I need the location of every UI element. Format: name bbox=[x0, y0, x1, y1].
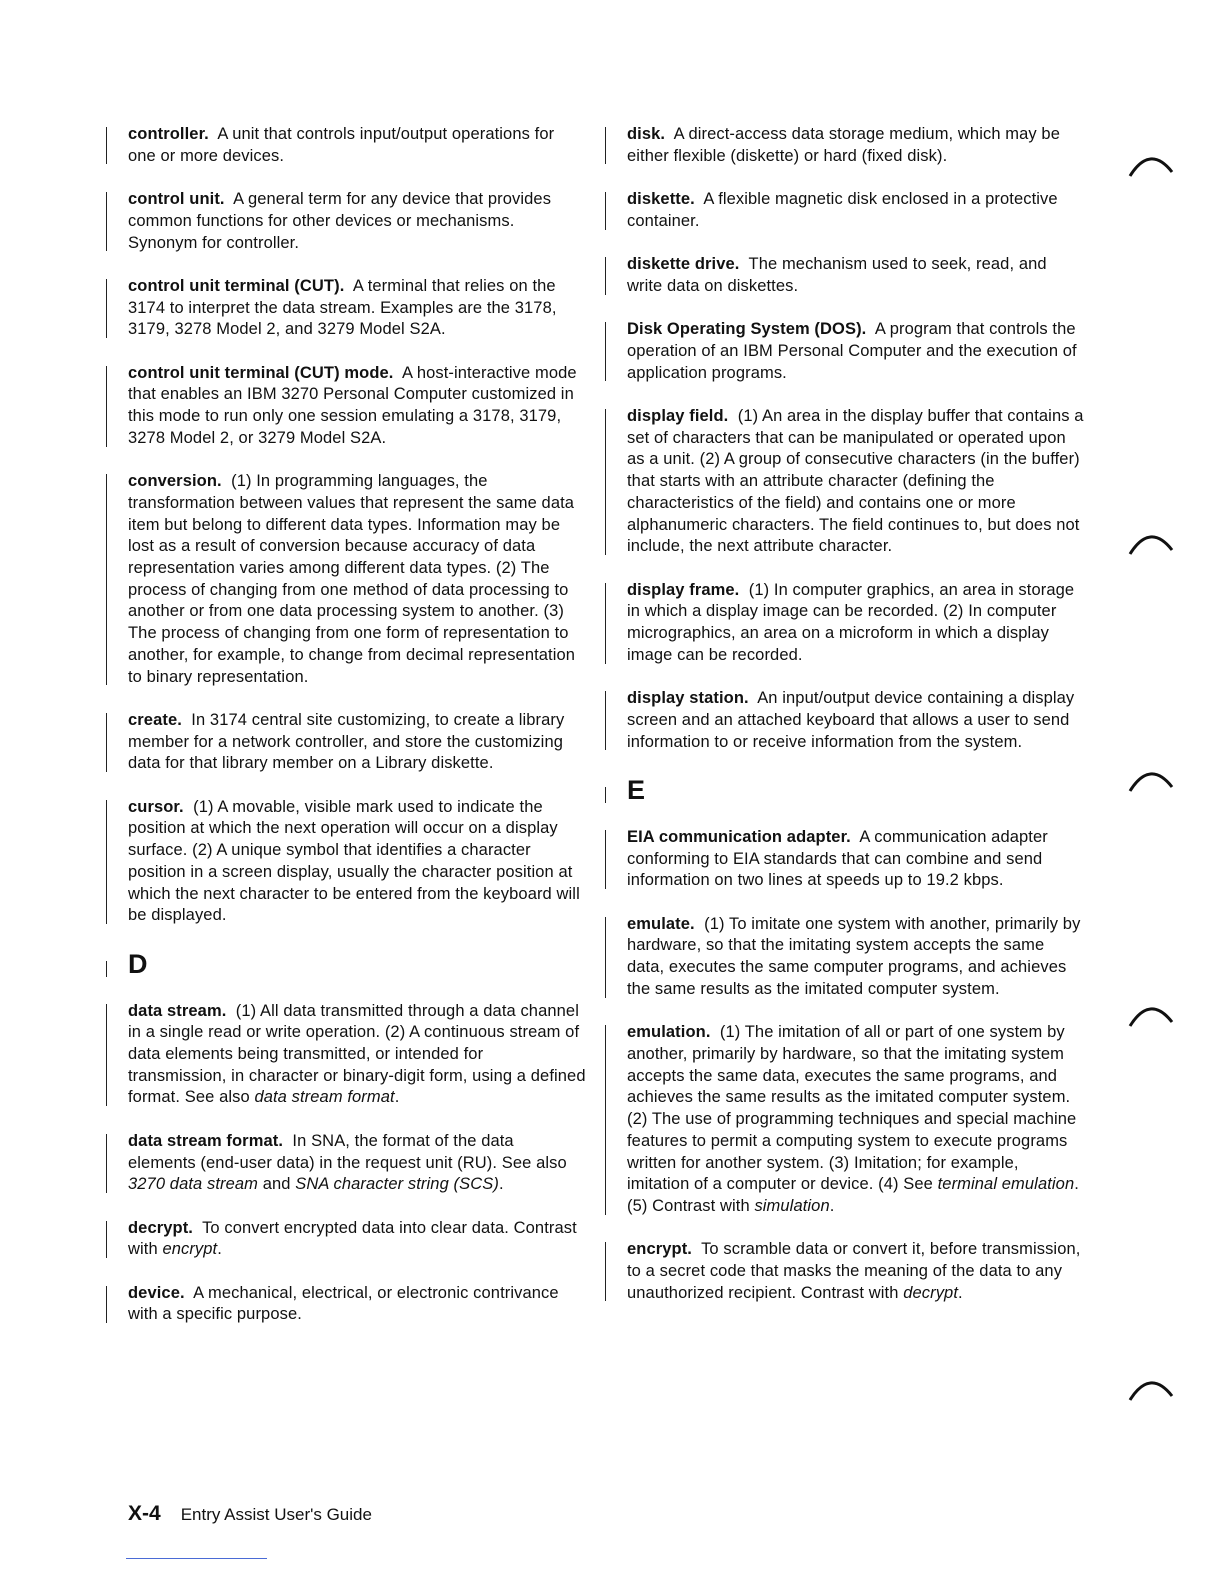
entry-term: data stream format. bbox=[128, 1131, 284, 1150]
revision-bar bbox=[106, 1221, 107, 1258]
revision-bar bbox=[605, 127, 606, 164]
entry-definition: The mechanism used to seek, read, and write data on diskettes. bbox=[627, 255, 1047, 295]
glossary-entry: encrypt. To scramble data or convert it, before transmission, to a secret code that masks the meaning of the data to any unauthorized recipient. Contrast with decrypt. bbox=[627, 1239, 1085, 1304]
entry-definition: A program that controls the operation of an IBM Personal Computer and the execution of application programs. bbox=[627, 320, 1077, 382]
entry-term: encrypt. bbox=[627, 1240, 692, 1259]
revision-bar bbox=[605, 192, 606, 229]
entry-definition: A terminal that relies on the 3174 to interpret the data stream. Examples are the 3178, 3179, 3278 Model 2, and 3279 Model S2A. bbox=[128, 276, 557, 339]
page-number: X-4 bbox=[128, 1502, 161, 1525]
glossary-entry bbox=[627, 124, 1085, 167]
glossary-entry: decrypt. To convert encrypted data into clear data. Contrast with encrypt. bbox=[128, 1218, 586, 1261]
book-title: Entry Assist User's Guide bbox=[180, 1505, 372, 1524]
entry-definition: A direct-access data storage medium, which may be either flexible (diskette) or hard (fixed disk). bbox=[627, 125, 1060, 165]
glossary-entry bbox=[128, 1283, 586, 1326]
revision-bar bbox=[605, 1242, 606, 1301]
section-letter-d bbox=[128, 949, 586, 979]
entry-term: cursor. bbox=[128, 797, 184, 816]
entry-term: controller. bbox=[128, 125, 209, 143]
punch-hole-mark bbox=[1128, 765, 1174, 795]
footer-rule bbox=[126, 1558, 267, 1559]
cross-reference: 3270 data stream bbox=[128, 1175, 259, 1194]
revision-bar bbox=[605, 409, 606, 555]
entry-term: emulate. bbox=[627, 914, 695, 933]
entry-definition: To convert encrypted data into clear data. Contrast with bbox=[128, 1218, 577, 1259]
glossary-entry: emulation. (1) The imitation of all or part of one system by another, primarily by hardware, so that the imitating system accepts the same data, executes the same programs, and achieves the same results as the imitated computer system. (2) The use of programming techniques and special machine features to permit a computing system to execute programs written for another system. (3) Imitation; for example, imitation of a computer or device. (4) See terminal emulation. (5) Contrast with simulation. bbox=[627, 1022, 1085, 1217]
entry-term: control unit terminal (CUT). bbox=[128, 276, 345, 295]
entry-definition: A unit that controls input/output operations for one or more devices. bbox=[128, 125, 555, 165]
cross-reference: terminal emulation bbox=[937, 1175, 1075, 1194]
entry-term: device. bbox=[128, 1283, 185, 1302]
revision-bar bbox=[106, 192, 107, 251]
revision-bar bbox=[605, 691, 606, 750]
revision-bar bbox=[106, 279, 107, 338]
glossary-entry bbox=[627, 688, 1085, 753]
glossary-entry bbox=[128, 471, 586, 688]
glossary-entry: data stream. (1) All data transmitted through a data channel in a single read or write operation. (2) A continuous stream of data elements being transmitted, or intended for transmission, in character or binary-digit form, using a defined format. See also data stream format. bbox=[128, 1001, 586, 1110]
glossary-entry bbox=[627, 254, 1085, 297]
entry-definition: In SNA, the format of the data elements (end-user data) in the request unit (RU). See also bbox=[128, 1131, 567, 1172]
entry-term: data stream. bbox=[128, 1001, 227, 1020]
entry-term: emulation. bbox=[627, 1023, 711, 1042]
entry-definition: (1) A movable, visible mark used to indicate the position at which the next operation will occur on a display surface. (2) A unique symbol that identifies a character position in a screen display, usually the character position at which the next character to be entered from the keyboard will be displayed. bbox=[128, 797, 580, 925]
entry-term: Disk Operating System (DOS). bbox=[627, 320, 867, 339]
glossary-entry bbox=[627, 914, 1085, 1001]
punch-hole-mark bbox=[1128, 1374, 1174, 1404]
glossary-entry bbox=[128, 363, 586, 450]
entry-definition: (1) The imitation of all or part of one system by another, primarily by hardware, so that the imitating system accepts the same data, executes the same programs, and achieves the same results as the imitated computer system. (2) The use of programming techniques and special machine features to permit a computing system to execute programs written for another system. (3) Imitation; for example, imitation of a computer or device. (4) See bbox=[627, 1023, 1077, 1194]
entry-definition: An input/output device containing a display screen and an attached keyboard that allows a user to send information to or receive information from the system. bbox=[627, 689, 1075, 751]
entry-definition: In 3174 central site customizing, to create a library member for a network controller, and store the customizing data for that library member on a Library diskette. bbox=[128, 710, 565, 773]
revision-bar bbox=[605, 830, 606, 889]
entry-term: decrypt. bbox=[128, 1218, 193, 1237]
cross-reference: decrypt bbox=[903, 1283, 959, 1302]
cross-reference: SNA character string (SCS) bbox=[295, 1175, 499, 1194]
glossary-entry bbox=[128, 124, 586, 167]
revision-bar bbox=[106, 1286, 107, 1323]
glossary-entry bbox=[128, 797, 586, 927]
entry-definition: (1) An area in the display buffer that contains a set of characters that can be manipulated or operated upon as a unit. (2) A group of consecutive characters (in the buffer) that starts with an attribute character (defining the characteristics of the field) and contains one or more alphanumeric characters. The field continues to, but does not include, the next attribute character. bbox=[627, 407, 1084, 556]
entry-definition: To scramble data or convert it, before transmission, to a secret code that masks the meaning of the data to any unauthorized recipient. Contrast with bbox=[627, 1240, 1081, 1302]
entry-term: create. bbox=[128, 710, 182, 729]
entry-definition: (1) In computer graphics, an area in storage in which a display image can be recorded. (2) In computer micrographics, an area on a microform in which a display image can be recorded. bbox=[627, 580, 1075, 664]
revision-bar bbox=[605, 257, 606, 294]
entry-term: display station. bbox=[627, 689, 749, 708]
entry-definition: A flexible magnetic disk enclosed in a protective container. bbox=[627, 190, 1058, 230]
entry-term: EIA communication adapter. bbox=[627, 827, 851, 846]
section-letter: E bbox=[627, 774, 646, 805]
glossary-entry bbox=[627, 319, 1085, 384]
entry-term: diskette drive. bbox=[627, 255, 740, 274]
revision-bar bbox=[106, 366, 107, 447]
section-letter-e bbox=[627, 775, 1085, 805]
entry-definition: A host-interactive mode that enables an IBM 3270 Personal Computer customized in this mode to run only one session emulating a 3178, 3179, 3278 Model 2, or 3279 Model S2A. bbox=[128, 363, 577, 447]
entry-definition: A communication adapter conforming to EIA standards that can combine and send information on two lines at speeds up to 19.2 kbps. bbox=[627, 827, 1048, 890]
entry-term: control unit terminal (CUT) mode. bbox=[128, 363, 394, 382]
glossary-entry bbox=[128, 276, 586, 341]
section-letter: D bbox=[128, 948, 148, 979]
punch-hole-mark bbox=[1128, 1000, 1174, 1030]
glossary-entry: data stream format. In SNA, the format of the data elements (end-user data) in the request unit (RU). See also 3270 data stream and SNA character string (SCS). bbox=[128, 1131, 586, 1196]
glossary-entry bbox=[627, 406, 1085, 558]
entry-definition: (1) In programming languages, the transformation between values that represent the same data item but belong to different data types. Information may be lost as a result of conversion because accuracy of data representation varies among different data types. (2) The process of changing from one method of data processing to another or from one data processing system to another. (3) The process of changing from one form of representation to another, for example, to change from decimal representation to binary representation. bbox=[128, 472, 576, 686]
entry-term: display frame. bbox=[627, 580, 740, 599]
revision-bar bbox=[605, 583, 606, 664]
cross-reference: data stream format bbox=[254, 1088, 395, 1107]
revision-bar bbox=[106, 127, 107, 164]
entry-definition: (1) To imitate one system with another, primarily by hardware, so that the imitating system accepts the same data, executes the same computer programs, and achieves the same results as the imitated computer system. bbox=[627, 914, 1081, 998]
entry-definition: (1) All data transmitted through a data channel in a single read or write operation. (2) A continuous stream of data elements being transmitted, or intended for transmission, in character or binary-digit form, using a defined format. See also bbox=[128, 1001, 586, 1107]
glossary-entry bbox=[128, 710, 586, 775]
punch-hole-mark bbox=[1128, 528, 1174, 558]
revision-bar bbox=[106, 961, 107, 977]
right-column bbox=[627, 124, 1085, 1326]
glossary-entry bbox=[627, 189, 1085, 232]
entry-term: control unit. bbox=[128, 190, 225, 209]
entry-definition: A general term for any device that provides common functions for other devices or mechanisms. Synonym for controller. bbox=[128, 190, 552, 252]
revision-bar bbox=[605, 322, 606, 381]
entry-term: conversion. bbox=[128, 472, 222, 491]
entry-term: disk. bbox=[627, 125, 666, 143]
revision-bar bbox=[605, 917, 606, 998]
entry-term: display field. bbox=[627, 407, 729, 426]
revision-bar bbox=[106, 713, 107, 772]
revision-bar bbox=[106, 474, 107, 685]
revision-bar bbox=[605, 1025, 606, 1214]
revision-bar bbox=[106, 1134, 107, 1193]
cross-reference: simulation bbox=[754, 1196, 830, 1215]
glossary-entry bbox=[627, 827, 1085, 892]
punch-hole-mark bbox=[1128, 150, 1174, 180]
left-column bbox=[128, 124, 586, 1348]
entry-definition: A mechanical, electrical, or electronic contrivance with a specific purpose. bbox=[128, 1283, 559, 1324]
revision-bar bbox=[605, 787, 606, 803]
revision-bar bbox=[106, 800, 107, 924]
glossary-entry bbox=[128, 189, 586, 254]
cross-reference: encrypt bbox=[162, 1240, 218, 1259]
entry-term: diskette. bbox=[627, 190, 695, 209]
page-footer bbox=[128, 1502, 372, 1526]
revision-bar bbox=[106, 1004, 107, 1107]
glossary-entry bbox=[627, 580, 1085, 667]
